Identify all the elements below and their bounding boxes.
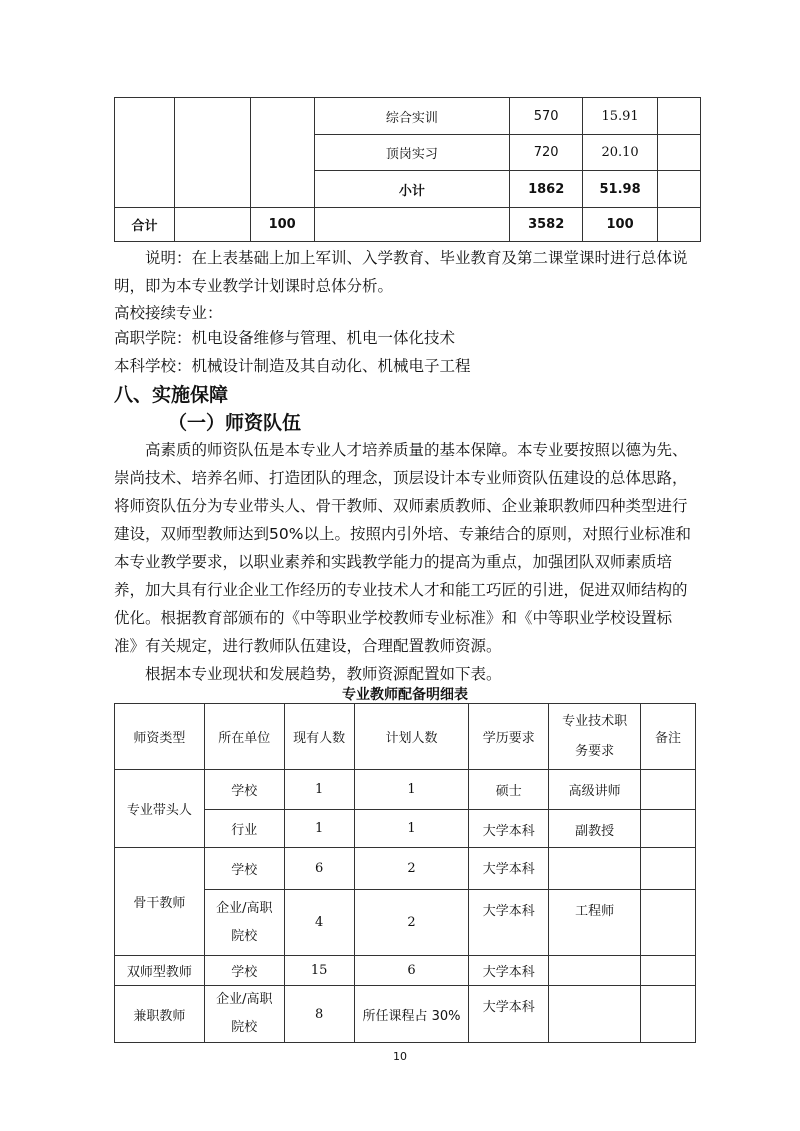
subtotal-hours: 1862 <box>510 171 583 208</box>
cell-unit-line1: 企业/高职 <box>216 900 273 916</box>
course-hours-table <box>114 97 701 242</box>
cell-remark <box>641 810 696 848</box>
cell-remark <box>641 956 696 986</box>
cell-current: 1 <box>284 770 354 810</box>
cell-title <box>549 848 641 890</box>
cell-title <box>549 956 641 986</box>
table-caption: 专业教师配备明细表 <box>342 687 468 703</box>
cell-education: 大学本科 <box>469 956 549 986</box>
cell-title: 副教授 <box>549 810 641 848</box>
cell-plan: 2 <box>354 890 469 956</box>
header-type: 师资类型 <box>115 704 205 770</box>
cell-unit-line2: 院校 <box>231 928 258 944</box>
cell-plan: 1 <box>354 770 469 810</box>
cell-unit-line1: 企业/高职 <box>216 992 273 1007</box>
continuing-undergrad: 本科学校：机械设计制造及其自动化、机械电子工程 <box>114 357 471 375</box>
cell-education: 大学本科 <box>469 986 549 1043</box>
header-title <box>549 704 641 770</box>
page-number: 10 <box>393 1050 407 1063</box>
subtotal-percent: 51.98 <box>583 171 658 208</box>
total-hours: 3582 <box>510 208 583 242</box>
subsection-title: （一）师资队伍 <box>168 412 302 434</box>
table-cell-percent: 20.10 <box>583 135 658 171</box>
blank-cell <box>658 171 701 208</box>
cell-title <box>549 986 641 1043</box>
cell-education: 硕士 <box>469 770 549 810</box>
blank-cell <box>174 98 250 208</box>
header-education: 学历要求 <box>469 704 549 770</box>
subtotal-label: 小计 <box>314 171 510 208</box>
blank-cell <box>174 208 250 242</box>
group-backbone: 骨干教师 <box>115 848 205 956</box>
table-cell-item: 综合实训 <box>314 98 510 135</box>
blank-cell <box>314 208 510 242</box>
intro-line: 根据本专业现状和发展趋势，教师资源配置如下表。 <box>145 665 502 683</box>
cell-plan: 所任课程占 30% <box>354 986 469 1043</box>
blank-cell <box>658 135 701 171</box>
table-cell-percent: 15.91 <box>583 98 658 135</box>
cell-unit <box>204 986 284 1043</box>
table-cell-item: 顶岗实习 <box>314 135 510 171</box>
note-paragraph: 说明：在上表基础上加上军训、入学教育、毕业教育及第二课堂课时进行总体说明，即为本专业教学计划课时总体分析。 <box>114 249 688 295</box>
cell-education: 大学本科 <box>469 890 549 956</box>
cell-remark <box>641 890 696 956</box>
blank-cell <box>115 98 175 208</box>
total-percent: 100 <box>583 208 658 242</box>
cell-education: 大学本科 <box>469 810 549 848</box>
total-credits: 100 <box>250 208 314 242</box>
header-title-line1: 专业技术职 <box>562 713 628 729</box>
cell-unit: 学校 <box>204 770 284 810</box>
cell-title: 工程师 <box>549 890 641 956</box>
group-parttime: 兼职教师 <box>115 986 205 1043</box>
cell-unit: 行业 <box>204 810 284 848</box>
cell-current: 6 <box>284 848 354 890</box>
blank-cell <box>250 98 314 208</box>
continuing-title: 高校接续专业： <box>114 304 223 322</box>
cell-plan: 1 <box>354 810 469 848</box>
cell-current: 8 <box>284 986 354 1043</box>
group-dual: 双师型教师 <box>115 956 205 986</box>
header-current: 现有人数 <box>284 704 354 770</box>
cell-unit-line2: 院校 <box>231 1020 258 1035</box>
header-plan: 计划人数 <box>354 704 469 770</box>
cell-unit: 学校 <box>204 956 284 986</box>
header-title-line2: 务要求 <box>575 743 615 759</box>
cell-remark <box>641 848 696 890</box>
section-title: 八、实施保障 <box>114 384 229 406</box>
continuing-vocational: 高职学院：机电设备维修与管理、机电一体化技术 <box>114 329 456 347</box>
group-leader: 专业带头人 <box>115 770 205 848</box>
cell-remark <box>641 986 696 1043</box>
cell-current: 15 <box>284 956 354 986</box>
cell-unit <box>204 890 284 956</box>
cell-current: 1 <box>284 810 354 848</box>
header-unit: 所在单位 <box>204 704 284 770</box>
cell-current: 4 <box>284 890 354 956</box>
cell-unit: 学校 <box>204 848 284 890</box>
blank-cell <box>658 208 701 242</box>
cell-title: 高级讲师 <box>549 770 641 810</box>
teacher-config-table <box>114 703 696 1043</box>
table-cell-hours: 720 <box>510 135 583 171</box>
cell-plan: 2 <box>354 848 469 890</box>
cell-plan: 6 <box>354 956 469 986</box>
header-remark: 备注 <box>641 704 696 770</box>
body-paragraph: 高素质的师资队伍是本专业人才培养质量的基本保障。本专业要按照以德为先、崇尚技术、培养名师、打造团队的理念，顶层设计本专业师资队伍建设的总体思路，将师资队伍分为专业带头人、骨干教师、双师素质教师、企业兼职教师四种类型进行建设，双师型教师达到50%以上。按照内引外培、专兼结合的原则，对照行业标准和本专业教学要求，以职业素养和实践教学能力的提高为重点，加强团队双师素质培养，加大具有行业企业工作经历的专业技术人才和能工巧匠的引进，促进双师结构的优化。根据教育部颁布的《中等职业学校教师专业标准》和《中等职业学校设置标准》有关规定，进行教师队伍建设，合理配置教师资源。 <box>114 441 691 655</box>
total-label: 合计 <box>115 208 175 242</box>
table-cell-hours: 570 <box>510 98 583 135</box>
cell-remark <box>641 770 696 810</box>
blank-cell <box>658 98 701 135</box>
cell-education: 大学本科 <box>469 848 549 890</box>
